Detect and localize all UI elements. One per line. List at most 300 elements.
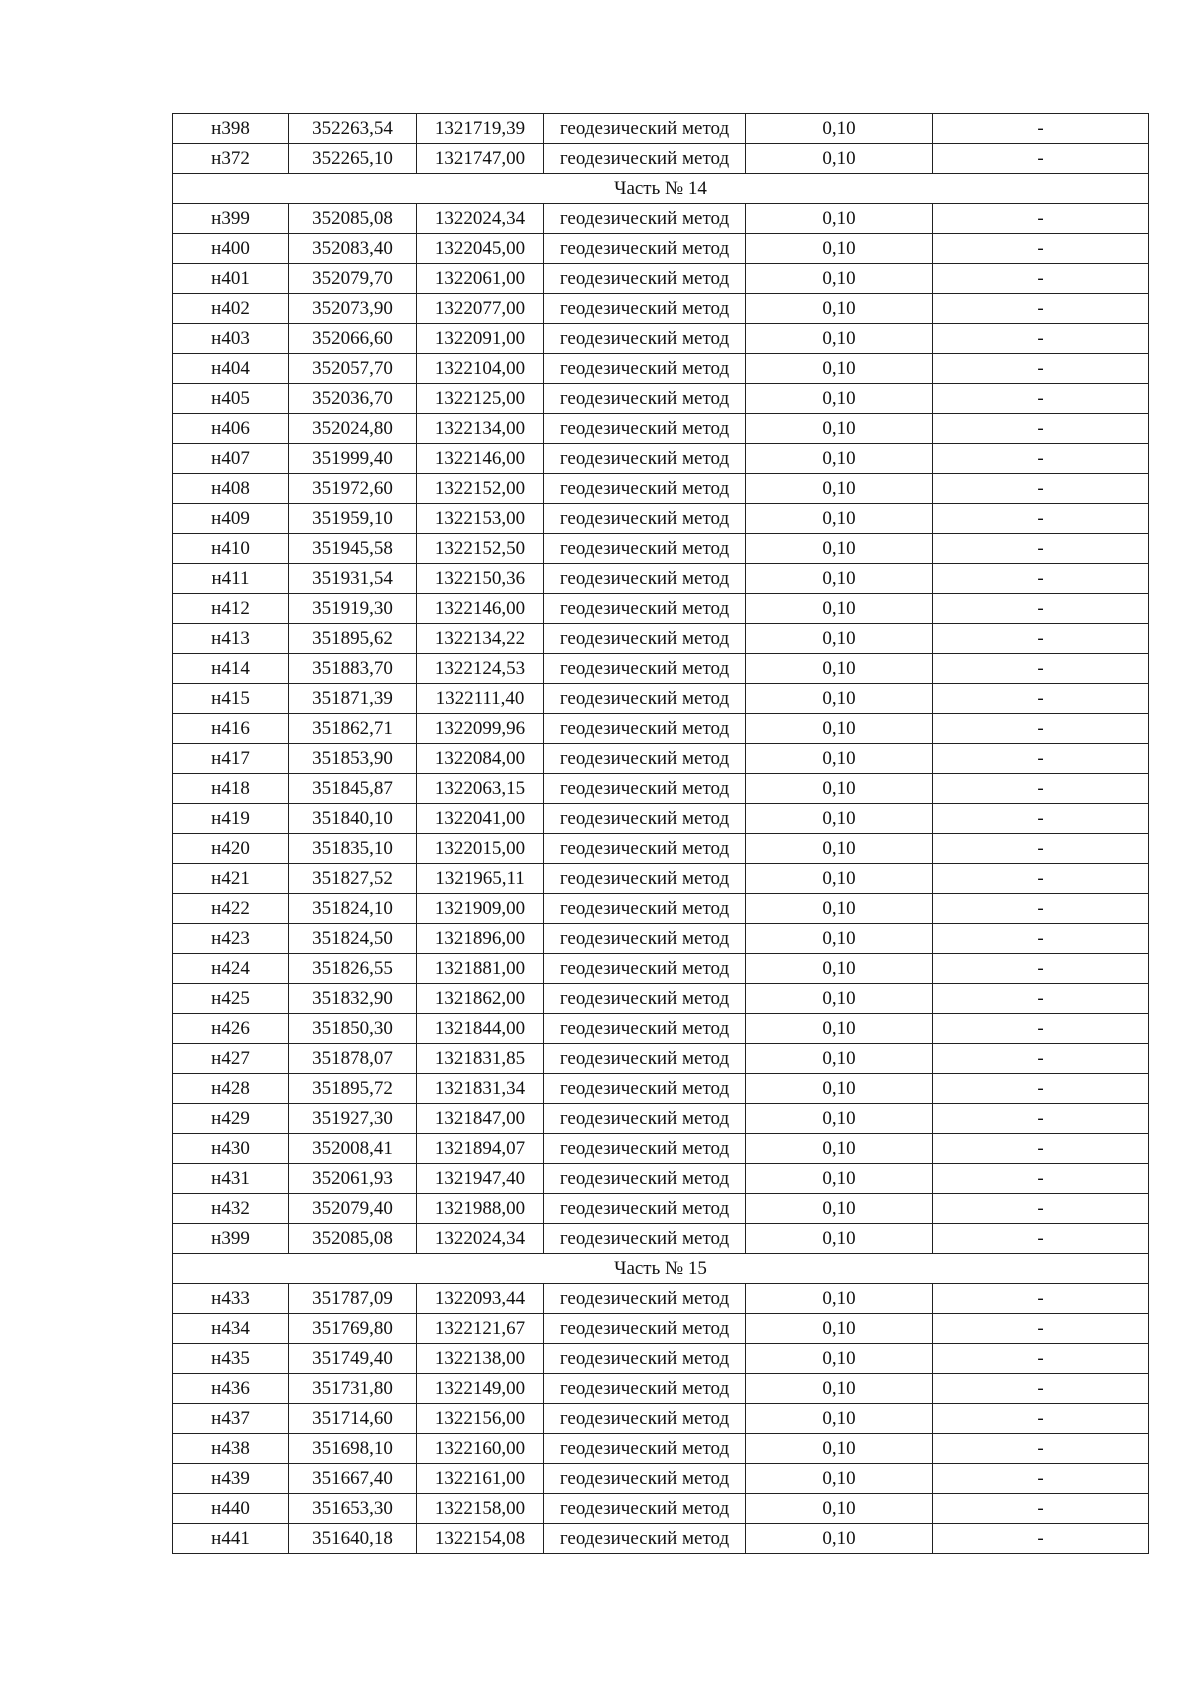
accuracy-cell: 0,10 xyxy=(746,1404,933,1434)
point-name-cell: н422 xyxy=(173,894,289,924)
table-row xyxy=(173,114,1149,144)
table-row xyxy=(173,1194,1149,1224)
point-name-cell: н411 xyxy=(173,564,289,594)
x-coordinate-cell: 351698,10 xyxy=(289,1434,417,1464)
y-coordinate-cell: 1322024,34 xyxy=(417,204,544,234)
accuracy-cell: 0,10 xyxy=(746,774,933,804)
method-cell: геодезический метод xyxy=(544,1194,746,1224)
accuracy-cell: 0,10 xyxy=(746,1104,933,1134)
description-cell: - xyxy=(933,1494,1149,1524)
point-name-cell: н403 xyxy=(173,324,289,354)
y-coordinate-cell: 1321719,39 xyxy=(417,114,544,144)
method-cell: геодезический метод xyxy=(544,834,746,864)
accuracy-cell: 0,10 xyxy=(746,414,933,444)
x-coordinate-cell: 351883,70 xyxy=(289,654,417,684)
method-cell: геодезический метод xyxy=(544,1374,746,1404)
point-name-cell: н406 xyxy=(173,414,289,444)
accuracy-cell: 0,10 xyxy=(746,354,933,384)
y-coordinate-cell: 1321965,11 xyxy=(417,864,544,894)
point-name-cell: н434 xyxy=(173,1314,289,1344)
point-name-cell: н433 xyxy=(173,1284,289,1314)
point-name-cell: н420 xyxy=(173,834,289,864)
accuracy-cell: 0,10 xyxy=(746,444,933,474)
accuracy-cell: 0,10 xyxy=(746,294,933,324)
method-cell: геодезический метод xyxy=(544,1284,746,1314)
x-coordinate-cell: 352057,70 xyxy=(289,354,417,384)
table-row xyxy=(173,594,1149,624)
method-cell: геодезический метод xyxy=(544,654,746,684)
y-coordinate-cell: 1322024,34 xyxy=(417,1224,544,1254)
table-row xyxy=(173,744,1149,774)
table-row xyxy=(173,534,1149,564)
table-row xyxy=(173,1134,1149,1164)
method-cell: геодезический метод xyxy=(544,864,746,894)
method-cell: геодезический метод xyxy=(544,294,746,324)
x-coordinate-cell: 351845,87 xyxy=(289,774,417,804)
section-header-row xyxy=(173,174,1149,204)
accuracy-cell: 0,10 xyxy=(746,1014,933,1044)
accuracy-cell: 0,10 xyxy=(746,1464,933,1494)
x-coordinate-cell: 351826,55 xyxy=(289,954,417,984)
description-cell: - xyxy=(933,1134,1149,1164)
point-name-cell: н427 xyxy=(173,1044,289,1074)
accuracy-cell: 0,10 xyxy=(746,984,933,1014)
point-name-cell: н421 xyxy=(173,864,289,894)
method-cell: геодезический метод xyxy=(544,324,746,354)
x-coordinate-cell: 352061,93 xyxy=(289,1164,417,1194)
y-coordinate-cell: 1322154,08 xyxy=(417,1524,544,1554)
table-row xyxy=(173,1284,1149,1314)
x-coordinate-cell: 352083,40 xyxy=(289,234,417,264)
point-name-cell: н405 xyxy=(173,384,289,414)
accuracy-cell: 0,10 xyxy=(746,834,933,864)
x-coordinate-cell: 352066,60 xyxy=(289,324,417,354)
method-cell: геодезический метод xyxy=(544,954,746,984)
y-coordinate-cell: 1321847,00 xyxy=(417,1104,544,1134)
x-coordinate-cell: 351931,54 xyxy=(289,564,417,594)
method-cell: геодезический метод xyxy=(544,1314,746,1344)
x-coordinate-cell: 352085,08 xyxy=(289,1224,417,1254)
x-coordinate-cell: 351824,50 xyxy=(289,924,417,954)
method-cell: геодезический метод xyxy=(544,114,746,144)
y-coordinate-cell: 1322146,00 xyxy=(417,594,544,624)
accuracy-cell: 0,10 xyxy=(746,1434,933,1464)
x-coordinate-cell: 352008,41 xyxy=(289,1134,417,1164)
x-coordinate-cell: 351832,90 xyxy=(289,984,417,1014)
description-cell: - xyxy=(933,924,1149,954)
table-row xyxy=(173,354,1149,384)
description-cell: - xyxy=(933,474,1149,504)
y-coordinate-cell: 1322161,00 xyxy=(417,1464,544,1494)
table-row xyxy=(173,204,1149,234)
accuracy-cell: 0,10 xyxy=(746,924,933,954)
point-name-cell: н415 xyxy=(173,684,289,714)
accuracy-cell: 0,10 xyxy=(746,1374,933,1404)
point-name-cell: н399 xyxy=(173,1224,289,1254)
y-coordinate-cell: 1321896,00 xyxy=(417,924,544,954)
accuracy-cell: 0,10 xyxy=(746,954,933,984)
x-coordinate-cell: 351827,52 xyxy=(289,864,417,894)
y-coordinate-cell: 1322121,67 xyxy=(417,1314,544,1344)
description-cell: - xyxy=(933,654,1149,684)
description-cell: - xyxy=(933,594,1149,624)
accuracy-cell: 0,10 xyxy=(746,504,933,534)
point-name-cell: н435 xyxy=(173,1344,289,1374)
method-cell: геодезический метод xyxy=(544,744,746,774)
table-row xyxy=(173,444,1149,474)
method-cell: геодезический метод xyxy=(544,414,746,444)
y-coordinate-cell: 1321831,34 xyxy=(417,1074,544,1104)
point-name-cell: н419 xyxy=(173,804,289,834)
x-coordinate-cell: 351919,30 xyxy=(289,594,417,624)
description-cell: - xyxy=(933,834,1149,864)
accuracy-cell: 0,10 xyxy=(746,594,933,624)
table-row xyxy=(173,804,1149,834)
y-coordinate-cell: 1322149,00 xyxy=(417,1374,544,1404)
accuracy-cell: 0,10 xyxy=(746,1284,933,1314)
method-cell: геодезический метод xyxy=(544,714,746,744)
point-name-cell: н432 xyxy=(173,1194,289,1224)
x-coordinate-cell: 351862,71 xyxy=(289,714,417,744)
table-row xyxy=(173,1464,1149,1494)
accuracy-cell: 0,10 xyxy=(746,324,933,354)
point-name-cell: н430 xyxy=(173,1134,289,1164)
point-name-cell: н438 xyxy=(173,1434,289,1464)
description-cell: - xyxy=(933,1464,1149,1494)
accuracy-cell: 0,10 xyxy=(746,714,933,744)
table-row xyxy=(173,1314,1149,1344)
point-name-cell: н429 xyxy=(173,1104,289,1134)
method-cell: геодезический метод xyxy=(544,534,746,564)
method-cell: геодезический метод xyxy=(544,1434,746,1464)
section-title: Часть № 14 xyxy=(173,174,1149,204)
y-coordinate-cell: 1322077,00 xyxy=(417,294,544,324)
table-row xyxy=(173,1014,1149,1044)
description-cell: - xyxy=(933,1314,1149,1344)
x-coordinate-cell: 351640,18 xyxy=(289,1524,417,1554)
y-coordinate-cell: 1322045,00 xyxy=(417,234,544,264)
description-cell: - xyxy=(933,624,1149,654)
point-name-cell: н400 xyxy=(173,234,289,264)
y-coordinate-cell: 1322104,00 xyxy=(417,354,544,384)
description-cell: - xyxy=(933,1344,1149,1374)
x-coordinate-cell: 352263,54 xyxy=(289,114,417,144)
point-name-cell: н441 xyxy=(173,1524,289,1554)
table-row xyxy=(173,1524,1149,1554)
accuracy-cell: 0,10 xyxy=(746,474,933,504)
table-row xyxy=(173,564,1149,594)
table-row xyxy=(173,414,1149,444)
method-cell: геодезический метод xyxy=(544,1224,746,1254)
point-name-cell: н440 xyxy=(173,1494,289,1524)
x-coordinate-cell: 352079,70 xyxy=(289,264,417,294)
accuracy-cell: 0,10 xyxy=(746,204,933,234)
x-coordinate-cell: 351927,30 xyxy=(289,1104,417,1134)
method-cell: геодезический метод xyxy=(544,1074,746,1104)
y-coordinate-cell: 1322138,00 xyxy=(417,1344,544,1374)
y-coordinate-cell: 1322061,00 xyxy=(417,264,544,294)
accuracy-cell: 0,10 xyxy=(746,144,933,174)
table-row xyxy=(173,954,1149,984)
x-coordinate-cell: 351835,10 xyxy=(289,834,417,864)
accuracy-cell: 0,10 xyxy=(746,804,933,834)
x-coordinate-cell: 352265,10 xyxy=(289,144,417,174)
method-cell: геодезический метод xyxy=(544,504,746,534)
description-cell: - xyxy=(933,744,1149,774)
table-row xyxy=(173,384,1149,414)
accuracy-cell: 0,10 xyxy=(746,654,933,684)
description-cell: - xyxy=(933,504,1149,534)
table-row xyxy=(173,894,1149,924)
x-coordinate-cell: 351769,80 xyxy=(289,1314,417,1344)
table-row xyxy=(173,324,1149,354)
y-coordinate-cell: 1322150,36 xyxy=(417,564,544,594)
description-cell: - xyxy=(933,1014,1149,1044)
point-name-cell: н399 xyxy=(173,204,289,234)
y-coordinate-cell: 1321909,00 xyxy=(417,894,544,924)
table-row xyxy=(173,924,1149,954)
description-cell: - xyxy=(933,414,1149,444)
y-coordinate-cell: 1322084,00 xyxy=(417,744,544,774)
method-cell: геодезический метод xyxy=(544,894,746,924)
description-cell: - xyxy=(933,144,1149,174)
table-row xyxy=(173,1074,1149,1104)
accuracy-cell: 0,10 xyxy=(746,1164,933,1194)
x-coordinate-cell: 351959,10 xyxy=(289,504,417,534)
y-coordinate-cell: 1322134,00 xyxy=(417,414,544,444)
point-name-cell: н436 xyxy=(173,1374,289,1404)
description-cell: - xyxy=(933,114,1149,144)
description-cell: - xyxy=(933,1284,1149,1314)
description-cell: - xyxy=(933,1404,1149,1434)
method-cell: геодезический метод xyxy=(544,144,746,174)
method-cell: геодезический метод xyxy=(544,1404,746,1434)
table-row xyxy=(173,1404,1149,1434)
point-name-cell: н413 xyxy=(173,624,289,654)
table-row xyxy=(173,984,1149,1014)
description-cell: - xyxy=(933,324,1149,354)
table-row xyxy=(173,294,1149,324)
point-name-cell: н412 xyxy=(173,594,289,624)
point-name-cell: н431 xyxy=(173,1164,289,1194)
point-name-cell: н414 xyxy=(173,654,289,684)
table-row xyxy=(173,864,1149,894)
description-cell: - xyxy=(933,1164,1149,1194)
table-row xyxy=(173,1044,1149,1074)
accuracy-cell: 0,10 xyxy=(746,744,933,774)
y-coordinate-cell: 1321988,00 xyxy=(417,1194,544,1224)
y-coordinate-cell: 1322099,96 xyxy=(417,714,544,744)
method-cell: геодезический метод xyxy=(544,474,746,504)
method-cell: геодезический метод xyxy=(544,264,746,294)
point-name-cell: н425 xyxy=(173,984,289,1014)
description-cell: - xyxy=(933,684,1149,714)
table-row xyxy=(173,1164,1149,1194)
description-cell: - xyxy=(933,534,1149,564)
accuracy-cell: 0,10 xyxy=(746,264,933,294)
y-coordinate-cell: 1322156,00 xyxy=(417,1404,544,1434)
y-coordinate-cell: 1322091,00 xyxy=(417,324,544,354)
method-cell: геодезический метод xyxy=(544,774,746,804)
description-cell: - xyxy=(933,714,1149,744)
x-coordinate-cell: 351653,30 xyxy=(289,1494,417,1524)
x-coordinate-cell: 351731,80 xyxy=(289,1374,417,1404)
point-name-cell: н408 xyxy=(173,474,289,504)
y-coordinate-cell: 1322158,00 xyxy=(417,1494,544,1524)
method-cell: геодезический метод xyxy=(544,1464,746,1494)
table-row xyxy=(173,474,1149,504)
description-cell: - xyxy=(933,1434,1149,1464)
table-row xyxy=(173,1374,1149,1404)
coordinates-table xyxy=(172,113,1149,1554)
table-row xyxy=(173,504,1149,534)
table-row xyxy=(173,234,1149,264)
point-name-cell: н437 xyxy=(173,1404,289,1434)
point-name-cell: н417 xyxy=(173,744,289,774)
point-name-cell: н424 xyxy=(173,954,289,984)
x-coordinate-cell: 351853,90 xyxy=(289,744,417,774)
accuracy-cell: 0,10 xyxy=(746,384,933,414)
description-cell: - xyxy=(933,444,1149,474)
accuracy-cell: 0,10 xyxy=(746,114,933,144)
description-cell: - xyxy=(933,1524,1149,1554)
x-coordinate-cell: 351945,58 xyxy=(289,534,417,564)
description-cell: - xyxy=(933,1104,1149,1134)
accuracy-cell: 0,10 xyxy=(746,564,933,594)
accuracy-cell: 0,10 xyxy=(746,234,933,264)
point-name-cell: н409 xyxy=(173,504,289,534)
x-coordinate-cell: 351895,62 xyxy=(289,624,417,654)
accuracy-cell: 0,10 xyxy=(746,534,933,564)
point-name-cell: н404 xyxy=(173,354,289,384)
x-coordinate-cell: 351714,60 xyxy=(289,1404,417,1434)
method-cell: геодезический метод xyxy=(544,1014,746,1044)
y-coordinate-cell: 1321844,00 xyxy=(417,1014,544,1044)
point-name-cell: н439 xyxy=(173,1464,289,1494)
table-row xyxy=(173,1434,1149,1464)
method-cell: геодезический метод xyxy=(544,444,746,474)
accuracy-cell: 0,10 xyxy=(746,1194,933,1224)
method-cell: геодезический метод xyxy=(544,924,746,954)
y-coordinate-cell: 1322111,40 xyxy=(417,684,544,714)
point-name-cell: н402 xyxy=(173,294,289,324)
accuracy-cell: 0,10 xyxy=(746,1134,933,1164)
method-cell: геодезический метод xyxy=(544,624,746,654)
method-cell: геодезический метод xyxy=(544,1524,746,1554)
accuracy-cell: 0,10 xyxy=(746,1044,933,1074)
y-coordinate-cell: 1321831,85 xyxy=(417,1044,544,1074)
method-cell: геодезический метод xyxy=(544,684,746,714)
section-title: Часть № 15 xyxy=(173,1254,1149,1284)
y-coordinate-cell: 1321862,00 xyxy=(417,984,544,1014)
table-row xyxy=(173,1494,1149,1524)
x-coordinate-cell: 351749,40 xyxy=(289,1344,417,1374)
x-coordinate-cell: 352024,80 xyxy=(289,414,417,444)
method-cell: геодезический метод xyxy=(544,1044,746,1074)
y-coordinate-cell: 1322015,00 xyxy=(417,834,544,864)
x-coordinate-cell: 351972,60 xyxy=(289,474,417,504)
method-cell: геодезический метод xyxy=(544,564,746,594)
method-cell: геодезический метод xyxy=(544,1164,746,1194)
table-row xyxy=(173,1104,1149,1134)
accuracy-cell: 0,10 xyxy=(746,1314,933,1344)
description-cell: - xyxy=(933,954,1149,984)
y-coordinate-cell: 1322160,00 xyxy=(417,1434,544,1464)
description-cell: - xyxy=(933,204,1149,234)
description-cell: - xyxy=(933,774,1149,804)
y-coordinate-cell: 1322153,00 xyxy=(417,504,544,534)
y-coordinate-cell: 1322134,22 xyxy=(417,624,544,654)
y-coordinate-cell: 1322125,00 xyxy=(417,384,544,414)
point-name-cell: н426 xyxy=(173,1014,289,1044)
method-cell: геодезический метод xyxy=(544,594,746,624)
y-coordinate-cell: 1322152,50 xyxy=(417,534,544,564)
accuracy-cell: 0,10 xyxy=(746,1344,933,1374)
description-cell: - xyxy=(933,264,1149,294)
method-cell: геодезический метод xyxy=(544,1134,746,1164)
y-coordinate-cell: 1321747,00 xyxy=(417,144,544,174)
point-name-cell: н410 xyxy=(173,534,289,564)
method-cell: геодезический метод xyxy=(544,1104,746,1134)
x-coordinate-cell: 351999,40 xyxy=(289,444,417,474)
point-name-cell: н407 xyxy=(173,444,289,474)
description-cell: - xyxy=(933,864,1149,894)
table-row xyxy=(173,144,1149,174)
x-coordinate-cell: 351667,40 xyxy=(289,1464,417,1494)
point-name-cell: н423 xyxy=(173,924,289,954)
accuracy-cell: 0,10 xyxy=(746,1224,933,1254)
accuracy-cell: 0,10 xyxy=(746,1524,933,1554)
table-row xyxy=(173,684,1149,714)
table-row xyxy=(173,264,1149,294)
method-cell: геодезический метод xyxy=(544,804,746,834)
description-cell: - xyxy=(933,564,1149,594)
accuracy-cell: 0,10 xyxy=(746,1494,933,1524)
accuracy-cell: 0,10 xyxy=(746,684,933,714)
y-coordinate-cell: 1322146,00 xyxy=(417,444,544,474)
description-cell: - xyxy=(933,804,1149,834)
coordinates-table-body xyxy=(173,114,1149,1554)
y-coordinate-cell: 1322063,15 xyxy=(417,774,544,804)
table-row xyxy=(173,624,1149,654)
method-cell: геодезический метод xyxy=(544,384,746,414)
description-cell: - xyxy=(933,1374,1149,1404)
accuracy-cell: 0,10 xyxy=(746,864,933,894)
x-coordinate-cell: 351840,10 xyxy=(289,804,417,834)
y-coordinate-cell: 1321947,40 xyxy=(417,1164,544,1194)
x-coordinate-cell: 351850,30 xyxy=(289,1014,417,1044)
y-coordinate-cell: 1322041,00 xyxy=(417,804,544,834)
x-coordinate-cell: 351824,10 xyxy=(289,894,417,924)
point-name-cell: н398 xyxy=(173,114,289,144)
method-cell: геодезический метод xyxy=(544,234,746,264)
description-cell: - xyxy=(933,1224,1149,1254)
y-coordinate-cell: 1322093,44 xyxy=(417,1284,544,1314)
description-cell: - xyxy=(933,354,1149,384)
x-coordinate-cell: 351787,09 xyxy=(289,1284,417,1314)
point-name-cell: н428 xyxy=(173,1074,289,1104)
x-coordinate-cell: 351871,39 xyxy=(289,684,417,714)
method-cell: геодезический метод xyxy=(544,354,746,384)
table-row xyxy=(173,1224,1149,1254)
description-cell: - xyxy=(933,1044,1149,1074)
x-coordinate-cell: 351895,72 xyxy=(289,1074,417,1104)
y-coordinate-cell: 1322152,00 xyxy=(417,474,544,504)
description-cell: - xyxy=(933,234,1149,264)
table-row xyxy=(173,1344,1149,1374)
description-cell: - xyxy=(933,384,1149,414)
x-coordinate-cell: 352085,08 xyxy=(289,204,417,234)
